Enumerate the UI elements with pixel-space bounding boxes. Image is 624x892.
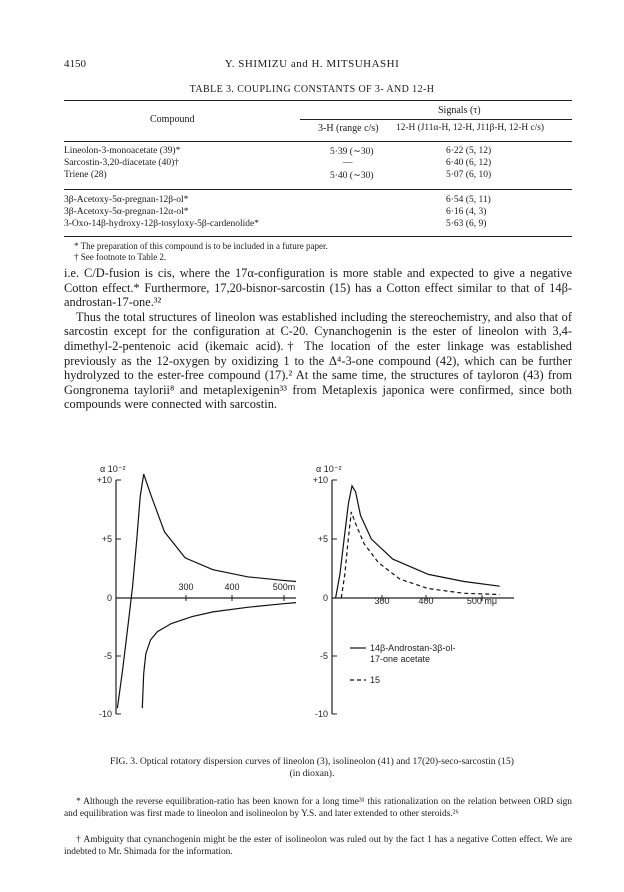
table-footnote: † See footnote to Table 2.	[74, 252, 167, 262]
table-cell-12h: 6·40 (6, 12)	[446, 158, 492, 168]
y-tick-label: +10	[96, 475, 112, 485]
y-tick-label: 0	[322, 593, 328, 603]
x-tick-label: 300	[374, 596, 390, 606]
y-tick-label: -5	[103, 651, 112, 661]
table-subheader-rule	[300, 119, 572, 120]
table-header-compound: Compound	[150, 114, 195, 125]
y-tick-label: -5	[319, 651, 328, 661]
table-cell-compound: Lineolon-3-monoacetate (39)*	[64, 146, 181, 156]
table-title: TABLE 3. COUPLING CONSTANTS OF 3- AND 12-H	[189, 84, 435, 95]
table-cell-compound: 3β-Acetoxy-5α-pregnan-12β-ol*	[64, 195, 189, 205]
legend-label: 17-one acetate	[370, 654, 431, 664]
table-group-rule	[64, 189, 572, 190]
page-number: 4150	[64, 58, 86, 70]
ord-figure	[64, 456, 584, 746]
x-tick-label: 500 mμ	[466, 596, 498, 606]
y-tick-label: +5	[101, 534, 112, 544]
table-cell-12h: 5·63 (6, 9)	[446, 219, 487, 229]
x-tick-label: 500m	[272, 582, 296, 592]
table-header-signals: Signals (τ)	[438, 105, 481, 116]
x-tick-label: 400	[224, 582, 240, 592]
table-cell-12h: 5·07 (6, 10)	[446, 170, 492, 180]
table-cell-3h: —	[343, 158, 353, 168]
body-paragraph: i.e. C/D-fusion is cis, where the 17α-configuration is more stable and expected to give a negative Cotton effect.* Furthermore, 17,20-bisnor-sarcostin (15) has a Cotton effect similar to that of 14β-androstan-17-one.³²	[64, 266, 572, 310]
table-cell-3h: 5·40 (∼30)	[330, 171, 374, 181]
footnote: † Ambiguity that cynanchogenin might be the ester of isolineolon was ruled out by the fact 1 has a negative Cotten effect. We are indebted to Mr. Shimada for the information.	[64, 835, 572, 858]
table-cell-compound: 3β-Acetoxy-5α-pregnan-12α-ol*	[64, 207, 189, 217]
table-header-rule	[64, 141, 572, 142]
table-cell-compound: Sarcostin-3,20-diacetate (40)†	[64, 158, 180, 168]
chart-panel-right	[313, 464, 514, 719]
x-tick-label: 400	[418, 596, 434, 606]
y-tick-label: 0	[106, 593, 112, 603]
table-footnote: * The preparation of this compound is to be included in a future paper.	[74, 241, 328, 251]
table-top-rule	[64, 100, 572, 101]
table-cell-12h: 6·22 (5, 12)	[446, 146, 492, 156]
series-line	[336, 486, 500, 598]
table-cell-3h: 5·39 (∼30)	[330, 147, 374, 157]
footnote: * Although the reverse equilibration-ratio has been known for a long time³¹ this rationalization on the relation between ORD sign and equilibration was first made to lineolon and isolineolon by Y.S. and later extended to other steroids.²⁶	[64, 797, 572, 820]
body-paragraph: Thus the total structures of lineolon was established including the stereochemistry, and also that of sarcostin except for the configuration at C-20. Cynanchogenin is the ester of lineolon with 3,4-dimethyl-2-pentenoic acid (ikemaic acid).† The location of the ester linkage was established previously as the 12-oxygen by oxidizing 1 to the Δ⁴-3-one compound (42), which can be further hydrolyzed to the ester-free compound (17).² At the same time, the structures of tayloron (43) from Gongronema taylorii⁸ and metaplexigenin³³ from Metaplexis japonica were confirmed, since both compounds were connected with sarcostin.	[64, 309, 572, 412]
table-bottom-rule	[64, 236, 572, 237]
x-tick-label: 300	[178, 582, 194, 592]
y-axis-label: α 10⁻²	[316, 464, 342, 474]
y-axis-label: α 10⁻²	[100, 464, 126, 474]
y-tick-label: -10	[98, 709, 112, 719]
chart-panel-left	[97, 464, 296, 719]
running-header-authors: Y. SHIMIZU and H. MITSUHASHI	[224, 58, 400, 70]
table-cell-compound: Triene (28)	[64, 170, 107, 180]
figure-caption: FIG. 3. Optical rotatory dispersion curves of lineolon (3), isolineolon (41) and 17(20)-seco-sarcostin (15) (in dioxan).	[110, 756, 514, 779]
y-tick-label: +5	[317, 534, 328, 544]
body-text	[64, 266, 572, 412]
table-header-3h: 3-H (range c/s)	[318, 123, 379, 134]
legend-label: 15	[370, 675, 381, 685]
table-cell-12h: 6·16 (4, 3)	[446, 207, 487, 217]
legend-label: 14β-Androstan-3β-ol-	[370, 643, 456, 653]
table-cell-12h: 6·54 (5, 11)	[446, 195, 491, 205]
y-tick-label: +10	[312, 475, 328, 485]
table-cell-compound: 3-Oxo-14β-hydroxy-12β-tosyloxy-5β-cardenolide*	[64, 219, 259, 229]
y-tick-label: -10	[314, 709, 328, 719]
series-line	[142, 603, 296, 709]
table-header-12h: 12-H (J11α-H, 12-H, J11β-H, 12-H c/s)	[396, 123, 545, 133]
